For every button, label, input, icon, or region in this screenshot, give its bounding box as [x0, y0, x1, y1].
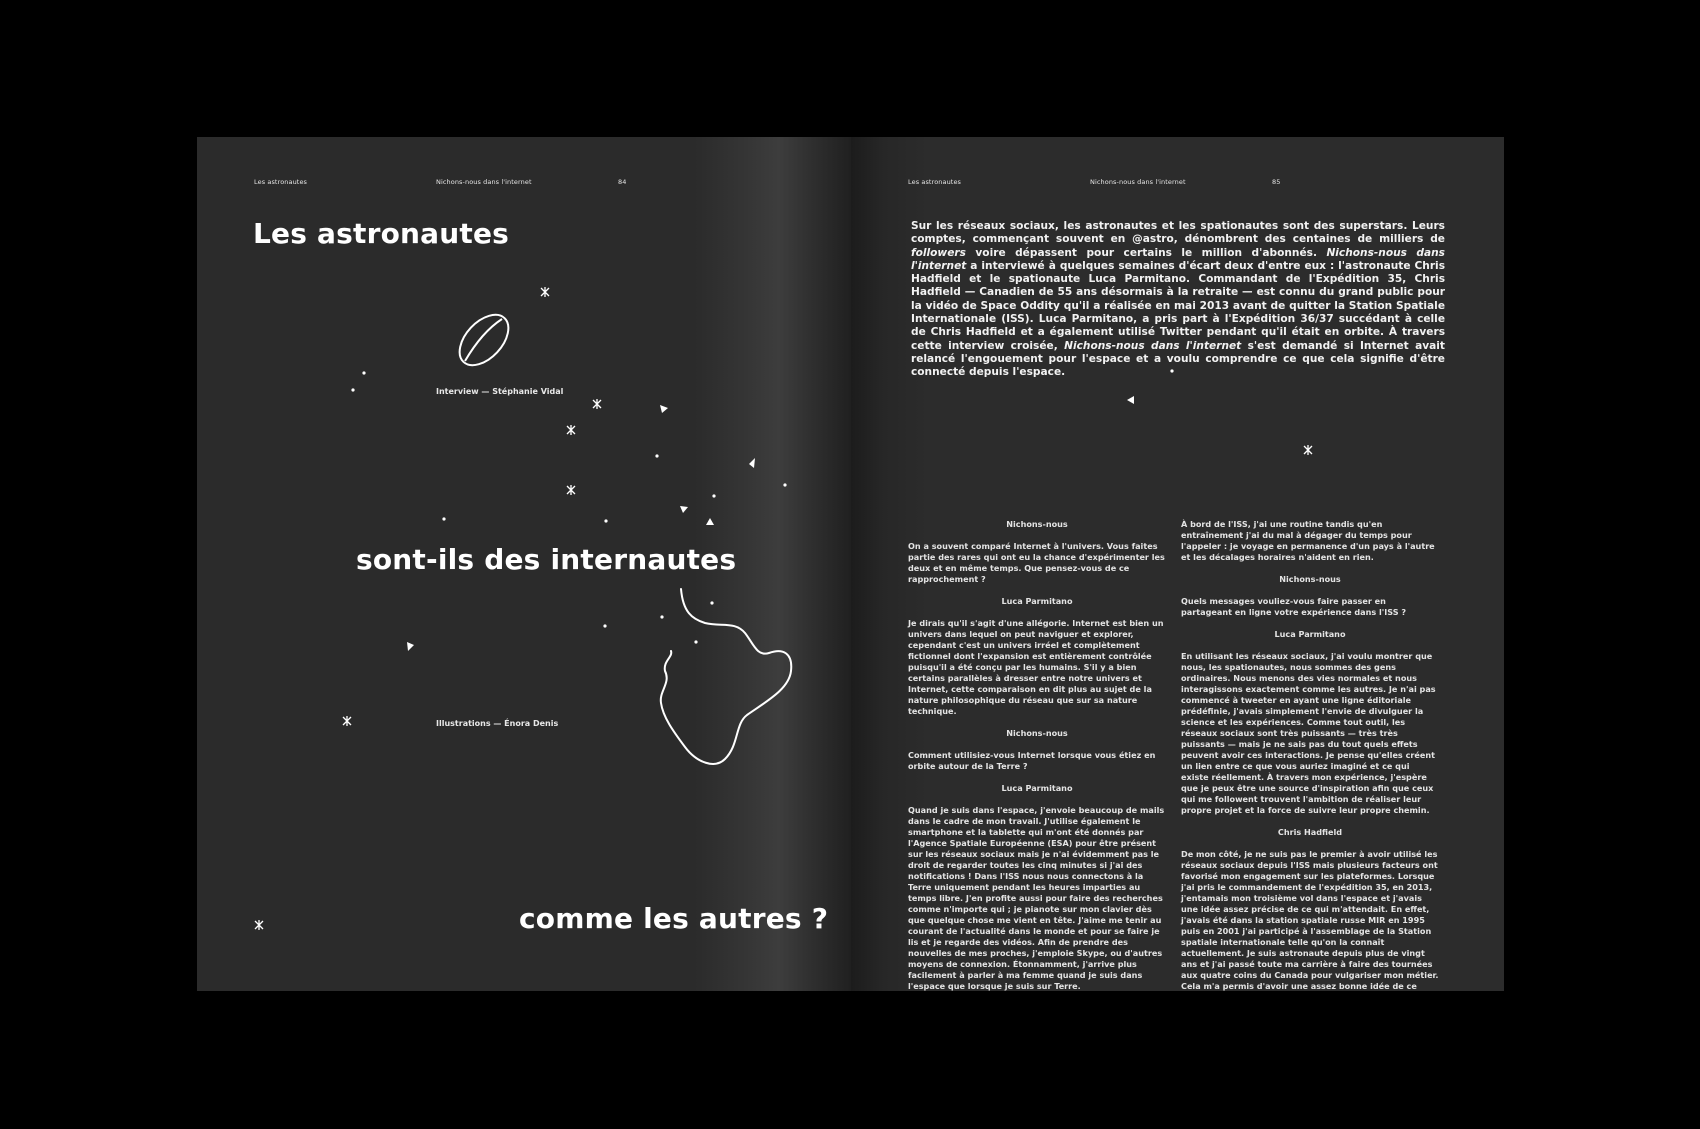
speaker-name: Luca Parmitano [1001, 783, 1073, 793]
speaker-name: Chris Hadfield [1277, 827, 1343, 837]
interview-paragraph: Comment utilisiez-vous Internet lorsque vous étiez en orbite autour de la Terre ? [908, 750, 1156, 771]
interview-column-1 [908, 519, 1166, 1003]
sparkle-icons [255, 287, 601, 930]
running-head-left: Les astronautes [254, 178, 308, 186]
intro-italic-segment: Nichons-nous dans l'internet [1064, 339, 1242, 352]
title-line-2: sont-ils des internautes [356, 543, 737, 576]
sparkle-icons [1304, 445, 1312, 455]
triangle-marks [407, 405, 755, 651]
title-line-1: Les astronautes [253, 217, 510, 250]
star-dots [1170, 369, 1173, 372]
page-number: 84 [618, 178, 627, 186]
intro-segment: voire dépassent pour certains le million d'abonnés. [965, 246, 1327, 259]
interview-paragraph: En utilisant les réseaux sociaux, j'ai voulu montrer que nous, les spationautes, nous sommes des gens ordinaires. Nous menons des vies normales et nous interagissons exactement comme les autres. Je n'ai pas commencé à tweeter en ayant une ligne éditoriale prédéfinie, j'avais simplement l'envie de divulguer la science et les expériences. Comme tout outil, les réseaux sociaux sont très puissants — très très puissants — mais je ne sais pas du tout quels effets peuvent avoir ces interactions. Je pense qu'elles créent un lien entre ce que vous auriez imaginé et ce qui existe réellement. À travers mon expérience, j'espère que je peux être une source d'inspiration afin que ceux qui me followent trouvent l'ambition de réaliser leur propre projet et la force de suivre leur propre chemin. [1181, 651, 1436, 815]
right-page [851, 137, 1504, 991]
interview-column-2 [1181, 519, 1439, 1003]
speaker-name: Luca Parmitano [1274, 629, 1346, 639]
space-illustration [197, 137, 851, 991]
running-head-center: Nichons-nous dans l'internet [436, 178, 532, 186]
interview-paragraph: De mon côté, je ne suis pas le premier à avoir utilisé les réseaux sociaux depuis l'ISS mais plusieurs facteurs ont favorisé mon engagement sur les plateformes. Lorsque j'ai pris le commandement de l'expédition 35, en 2013, j'entamais mon troisième vol dans l'espace et j'avais une idée assez précise de ce qui m'attendait. En effet, j'avais été dans la station spatiale russe MIR en 1995 puis en 2001 j'ai participé à l'assemblage de la Station spatiale internationale telle qu'on la connaît actuellement. Je suis astronaute depuis plus de vingt ans et j'ai passé toute ma carrière à faire des tournées aux quatre coins du Canada pour vulgariser mon métier. Cela m'a permis d'avoir une assez bonne idée de ce [1181, 849, 1439, 991]
intro-segment: a interviewé à quelques semaines d'écart deux d'entre eux : l'astronaute Chris Hadfield et le spationaute Luca Parmitano. Commandant de l'Expédition 35, Chris Hadfield — Canadien de 55 ans désormais à la retraite — est connu du grand public pour la vidéo de Space Oddity qu'il a réalisée en mai 2013 avant de quitter la Station Spatiale Internationale (ISS). Luca Parmitano, a pris part à l'Expédition 36/37 succédant à celle de Chris Hadfield et a également utilisé Twitter pendant qu'il était en orbite. À travers cette interview croisée, [911, 259, 1445, 352]
left-page [197, 137, 851, 991]
interview-paragraph: À bord de l'ISS, j'ai une routine tandis qu'en entraînement j'ai du mal à dégager du temps pour l'appeler : je voyage en permanence d'un pays à l'autre et les décalages horaires n'aident en rien. [1181, 519, 1435, 562]
interview-paragraph: Quels messages vouliez-vous faire passer en partageant en ligne votre expérience dans l'ISS ? [1181, 596, 1407, 617]
running-head-center: Nichons-nous dans l'internet [1090, 178, 1186, 186]
speaker-name: Nichons-nous [1006, 519, 1068, 529]
interview-paragraph: On a souvent comparé Internet à l'univers. Vous faites partie des rares qui ont eu la chance d'expérimenter les deux et en même temps. Que pensez-vous de ce rapprochement ? [908, 541, 1165, 584]
triangle-marks [1127, 396, 1134, 404]
illustrations-credit: Illustrations — Énora Denis [436, 719, 559, 728]
interview-paragraph: Je dirais qu'il s'agit d'une allégorie. Internet est bien un univers dans lequel on peut naviguer et explorer, cependant c'est un univers irréel et complètement fictionnel dont l'expansion est entièrement contrôlée puisqu'il a été conçu par les humains. S'il y a bien certains parallèles à dresser entre notre univers et Internet, cette comparaison en dit plus au sujet de la nature philosophique du réseau que sur sa nature technique. [908, 618, 1164, 716]
interview-paragraph: Quand je suis dans l'espace, j'envoie beaucoup de mails dans le cadre de mon travail. J'utilise également le smartphone et la tablette qui m'ont été donnés par l'Agence Spatiale Européenne (ESA) pour être présent sur les réseaux sociaux mais je n'ai évidemment pas le droit de regarder toutes les cinq minutes si j'ai des notifications ! Dans l'ISS nous nous connectons à la Terre uniquement pendant les heures imparties au temps libre. J'en profite aussi pour faire des recherches comme n'importe qui ; je pianote sur mon clavier dès que quelque chose me vient en tête. J'aime me tenir au courant de l'actualité dans le monde et pour se faire je lis et je regarde des vidéos. Afin de prendre des nouvelles de mes proches, j'emploie Skype, ou d'autres moyens de connexion. Étonnamment, j'arrive plus facilement à parler à ma femme quand je suis dans l'espace que lorsque je suis sur Terre. [908, 805, 1165, 991]
planet-icon [450, 306, 517, 374]
intro-italic-segment: followers [911, 246, 966, 259]
magazine-spread [197, 137, 1504, 991]
speaker-name: Nichons-nous [1006, 728, 1068, 738]
orbit-doodle [661, 589, 791, 764]
intro-segment: s'est demandé si Internet avait relancé l'engouement pour l'espace et a voulu comprendre ce que cela signifie d'être connecté depuis l'espace. [911, 339, 1445, 379]
page-number: 85 [1272, 178, 1281, 186]
intro-segment: Sur les réseaux sociaux, les astronautes et les spationautes sont des superstars. Leurs comptes, commençant souvent en @astro, dénombrent des centaines de milliers de [911, 220, 1445, 246]
star-dots [351, 371, 786, 643]
running-head-left: Les astronautes [908, 178, 962, 186]
speaker-name: Nichons-nous [1279, 574, 1341, 584]
speaker-name: Luca Parmitano [1001, 596, 1073, 606]
interview-credit: Interview — Stéphanie Vidal [436, 387, 564, 396]
intro-italic-segment: Nichons-nous dans l'internet [911, 246, 1445, 272]
title-line-3: comme les autres ? [519, 902, 829, 935]
